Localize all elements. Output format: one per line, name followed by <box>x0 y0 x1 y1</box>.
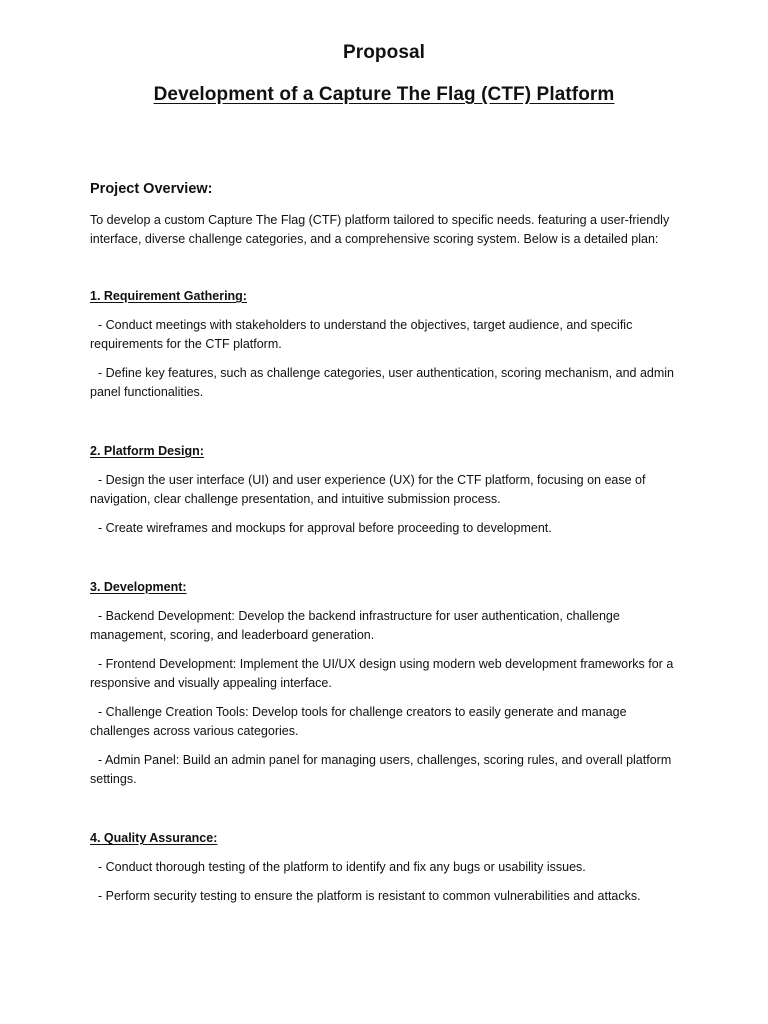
document-body <box>90 181 680 916</box>
section-quality-assurance <box>90 829 680 906</box>
document-subtitle: Development of a Capture The Flag (CTF) Platform <box>153 84 615 105</box>
section-heading: 3. Development: <box>90 580 187 594</box>
section-heading: 2. Platform Design: <box>90 444 204 458</box>
spacer <box>90 412 680 442</box>
list-item: - Admin Panel: Build an admin panel for managing users, challenges, scoring rules, and overall platform settings. <box>90 753 672 786</box>
spacer <box>90 249 680 287</box>
list-item: - Challenge Creation Tools: Develop tools for challenge creators to easily generate and manage challenges across various categories. <box>90 705 627 738</box>
section-platform-design <box>90 442 680 538</box>
spacer <box>90 548 680 578</box>
section-development <box>90 578 680 789</box>
list-item: - Conduct meetings with stakeholders to understand the objectives, target audience, and specific requirements for the CTF platform. <box>90 318 633 351</box>
list-item: - Create wireframes and mockups for approval before proceeding to development. <box>98 521 552 535</box>
overview-text: To develop a custom Capture The Flag (CTF) platform tailored to specific needs. featuring a user-friendly interface, diverse challenge categories, and a comprehensive scoring system. Below is a detailed plan: <box>90 213 670 246</box>
list-item: - Conduct thorough testing of the platform to identify and fix any bugs or usability issues. <box>98 860 586 874</box>
overview-heading: Project Overview: <box>90 181 213 197</box>
section-heading: 4. Quality Assurance: <box>90 831 218 845</box>
list-item: - Design the user interface (UI) and user experience (UX) for the CTF platform, focusing on ease of navigation, clear challenge presentation, and intuitive submission process. <box>90 473 646 506</box>
spacer <box>90 799 680 829</box>
document-subtitle-wrap <box>0 84 768 106</box>
list-item: - Perform security testing to ensure the platform is resistant to common vulnerabilities and attacks. <box>98 889 641 903</box>
list-item: - Frontend Development: Implement the UI/UX design using modern web development frameworks for a responsive and visually appealing interface. <box>90 657 674 690</box>
section-requirement-gathering <box>90 287 680 402</box>
list-item: - Backend Development: Develop the backend infrastructure for user authentication, challenge management, scoring, and leaderboard generation. <box>90 609 620 642</box>
list-item: - Define key features, such as challenge categories, user authentication, scoring mechanism, and admin panel functionalities. <box>90 366 675 399</box>
document-title: Proposal <box>342 42 426 63</box>
section-heading: 1. Requirement Gathering: <box>90 289 247 303</box>
